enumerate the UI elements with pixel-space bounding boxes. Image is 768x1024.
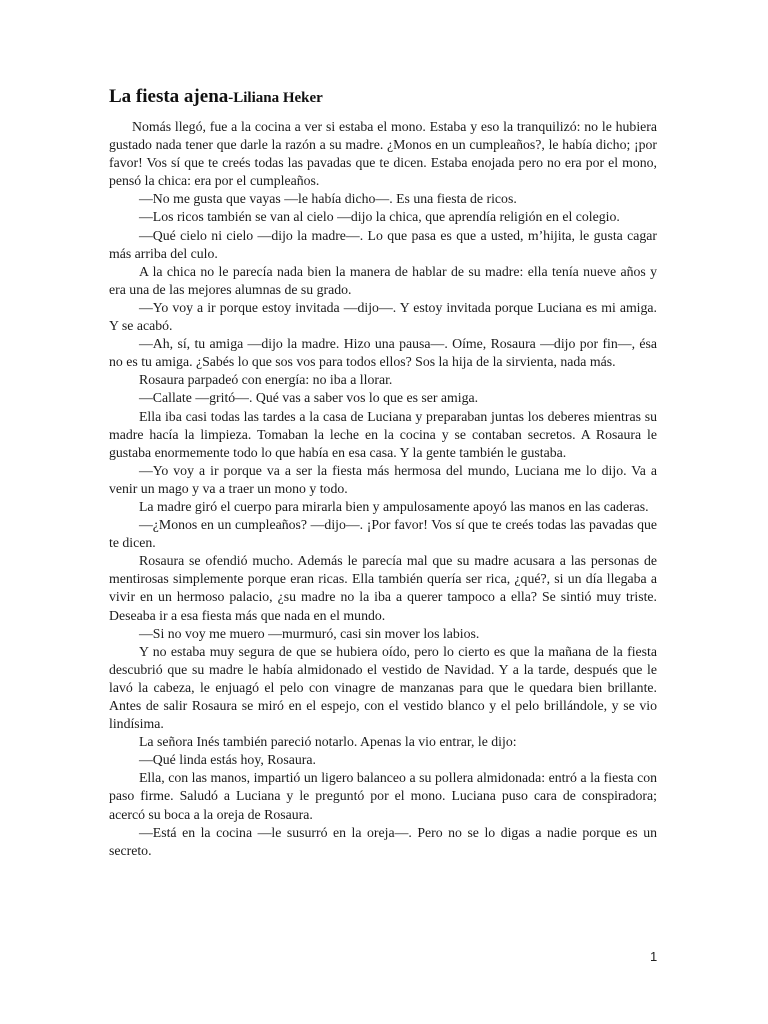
paragraph: —Qué linda estás hoy, Rosaura. [139,752,316,768]
paragraph: Nomás llegó, fue a la cocina a ver si estaba el mono. Estaba y eso la tranquilizó: no le hubiera gustado nada tener que darle la razón a su madre. ¿Monos en un cumpleaños?, le había dicho; ¡por favor! Vos sí que te creés todas las pavadas que te dicen. Estaba enojada pero no era por el mono, pensó la chica: era por el cumpleaños. [109,119,657,189]
paragraph: La señora Inés también pareció notarlo. Apenas la vio entrar, le dijo: [139,734,517,750]
title-main: La fiesta ajena [109,86,229,107]
paragraph: Rosaura parpadeó con energía: no iba a llorar. [139,372,393,388]
paragraph: Y no estaba muy segura de que se hubiera oído, pero lo cierto es que la mañana de la fiesta descubrió que su madre le había almidonado el vestido de Navidad. Y a la tarde, después que le lavó la cabeza, le enjuagó el pelo con vinagre de manzanas para que le quedara bien brillante. Antes de salir Rosaura se miró en el espejo, con el vestido blanco y el pelo brillándole, y se vio lindísima. [109,643,657,732]
paragraph: —No me gusta que vayas —le había dicho—. Es una fiesta de ricos. [139,191,517,207]
story-body [109,118,657,860]
paragraph: —Si no voy me muero —murmuró, casi sin mover los labios. [139,625,480,641]
paragraph: La madre giró el cuerpo para mirarla bien y ampulosamente apoyó las manos en las caderas. [139,498,649,514]
story-title [109,86,323,108]
paragraph: —¿Monos en un cumpleaños? —dijo—. ¡Por favor! Vos sí que te creés todas las pavadas que te dicen. [109,517,657,551]
page-number: 1 [650,949,658,964]
paragraph: —Callate —gritó—. Qué vas a saber vos lo que es ser amiga. [139,390,479,406]
paragraph: —Ah, sí, tu amiga —dijo la madre. Hizo una pausa—. Oíme, Rosaura —dijo por fin—, ésa no es tu amiga. ¿Sabés lo que sos vos para todos ellos? Sos la hija de la sirvienta, nada más. [109,336,657,370]
paragraph: —Los ricos también se van al cielo —dijo la chica, que aprendía religión en el colegio. [139,209,620,225]
paragraph: —Está en la cocina —le susurró en la oreja—. Pero no se lo digas a nadie porque es un secreto. [109,824,657,858]
paragraph: Ella, con las manos, impartió un ligero balanceo a su pollera almidonada: entró a la fiesta con paso firme. Saludó a Luciana y le preguntó por el mono. Luciana puso cara de conspiradora; acercó su boca a la oreja de Rosaura. [109,770,657,822]
paragraph: A la chica no le parecía nada bien la manera de hablar de su madre: ella tenía nueve años y era una de las mejores alumnas de su grado. [109,263,657,297]
paragraph: Rosaura se ofendió mucho. Además le parecía mal que su madre acusara a las personas de mentirosas simplemente porque eran ricas. Ella también quería ser rica, ¿qué?, si un día llegaba a vivir en un hermoso palacio, ¿su madre no la iba a querer tampoco a ella? Se sintió muy triste. Deseaba ir a esa fiesta más que nada en el mundo. [109,553,657,623]
paragraph: —Yo voy a ir porque va a ser la fiesta más hermosa del mundo, Luciana me lo dijo. Va a venir un mago y va a traer un mono y todo. [109,462,657,496]
title-author: -Liliana Heker [228,90,323,106]
paragraph: Ella iba casi todas las tardes a la casa de Luciana y preparaban juntas los deberes mientras su madre hacía la limpieza. Tomaban la leche en la cocina y se contaban secretos. A Rosaura le gustaba enormemente todo lo que había en esa casa. Y la gente también le gustaba. [109,408,657,460]
paragraph: —Qué cielo ni cielo —dijo la madre—. Lo que pasa es que a usted, m’hijita, le gusta cagar más arriba del culo. [109,227,657,261]
paragraph: —Yo voy a ir porque estoy invitada —dijo—. Y estoy invitada porque Luciana es mi amiga. Y se acabó. [109,299,657,334]
